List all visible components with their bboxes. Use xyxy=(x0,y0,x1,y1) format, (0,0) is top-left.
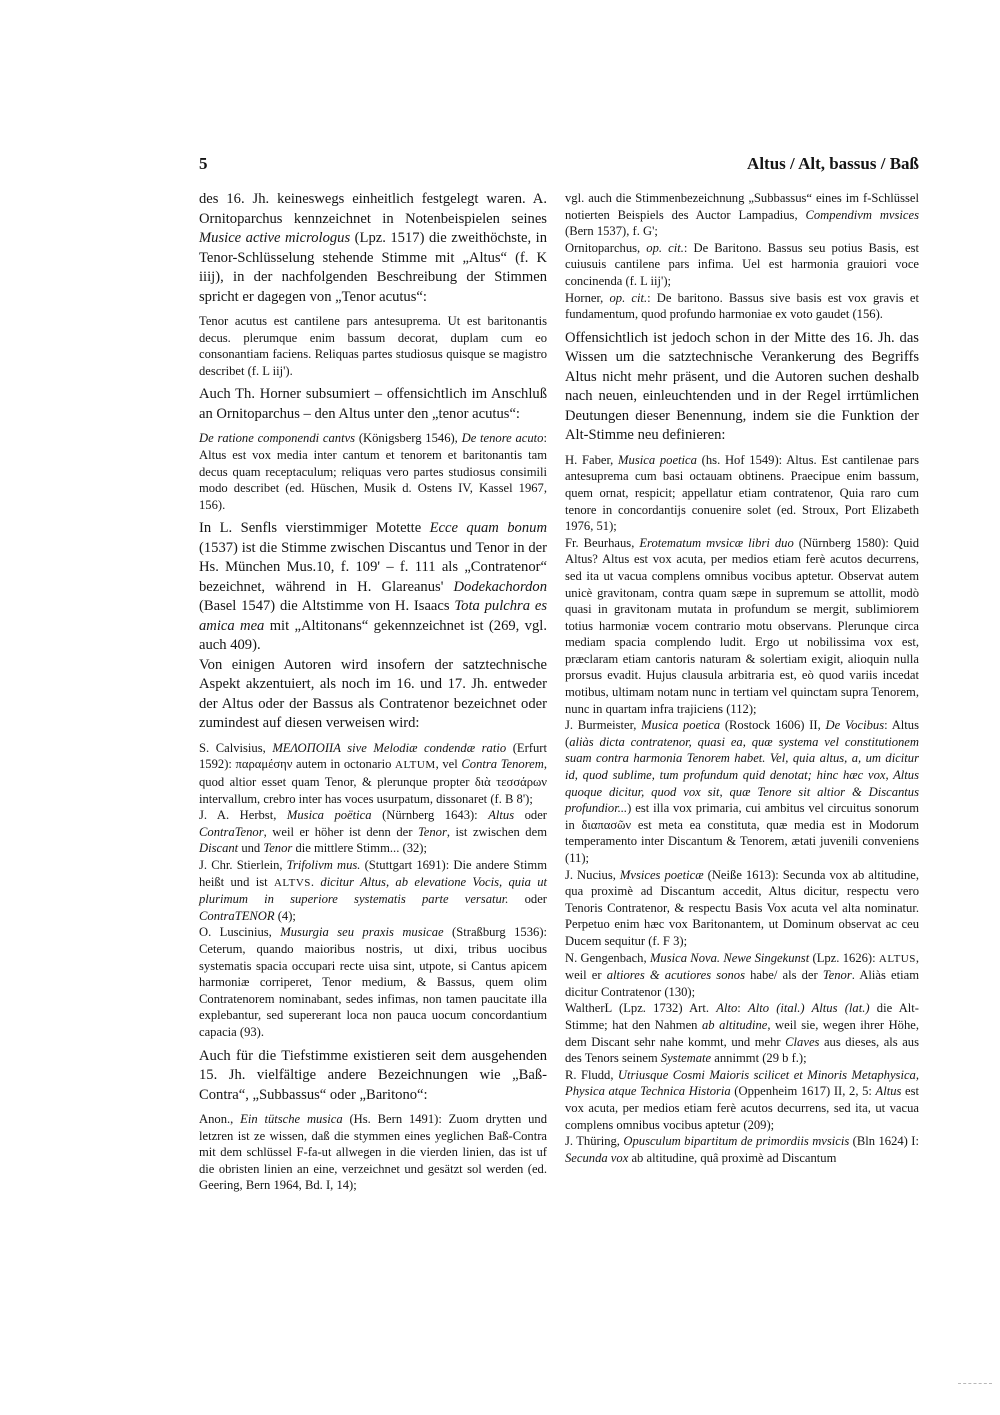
quotation xyxy=(565,190,919,323)
quote-entry: Anon., Ein tütsche musica (Hs. Bern 1491): Zuom drytten und letzren ist ze wissen, daß die stymmen eines yeglichen Baß-Contra mit dem schlüssel F-fa-ut allwegen in die vierden linien, das ist uf die obristen linien an eine, verzeichnet und gesätzt sol werden (ed. Geering, Bern 1964, Bd. I, 14); xyxy=(199,1112,547,1193)
quotation xyxy=(199,430,547,513)
page-number: 5 xyxy=(199,154,208,173)
quotation xyxy=(199,1111,547,1194)
body-paragraph: Auch Th. Horner subsumiert – offensichtlich im Anschluß an Ornitoparchus – den Altus unter den „tenor acutus“: xyxy=(199,386,547,422)
quote-entry: De ratione componendi cantvs (Königsberg 1546), De tenore acuto: Altus est vox media inter cantum et tenorem et baritonantis tam decus quam receptaculum; reliquas vero partes studiosus consimili modo describet (ed. Hüschen, Musik d. Ostens IV, Kassel 1967, 156). xyxy=(199,431,547,512)
quote-entry: vgl. auch die Stimmenbezeichnung „Subbassus“ eines im f-Schlüssel notierten Beispiels des Auctor Lampadius, Compendivm mvsices (Bern 1537), f. G'; xyxy=(565,191,919,239)
quotation xyxy=(199,740,547,1041)
left-column xyxy=(199,190,547,1200)
quote-entry: S. Calvisius, ΜΕΛΟΠΟΙΙΑ sive Melodiæ condendæ ratio (Erfurt 1592): παραμέσην autem in octonario ALTUM, vel Contra Tenorem, quod altior esset quam Tenor, & plerunque propter διὰ τεσσάρων intervallum, crebro inter has voces usurpatum, dissonaret (f. B 8'); xyxy=(199,740,547,806)
quote-entry: J. Chr. Stierlein, Trifolivm mus. (Stuttgart 1691): Die andere Stimm heißt und ist ALTVS. dicitur Altus, ab elevatione Vocis, quia ut plurimum in superiore systematis parte versatur. oder ContraTENOR (4); xyxy=(199,858,548,923)
body-paragraph: Offensichtlich ist jedoch schon in der Mitte des 16. Jh. das Wissen um die satztechnische Verankerung des Begriffs Altus nicht mehr präsent, und die Autoren suchen deshalb nach neuen, einleuchtenden und in der Regel irrtümlichen Deutungen dieser Benennung, indem sie die Funktion der Alt-Stimme neu definieren: xyxy=(565,329,919,444)
quote-entry: O. Luscinius, Musurgia seu praxis musicae (Straßburg 1536): Ceterum, quando maioribus nostris, ut dixi, tribus uocibus systematis spacia occupari recte uisa sint, utpote, si Cantus apicem harmoniæ corriperet, Tenor medium, & Bassus, quem olim Contratenorem nominabant, sedes infimas, non tamen paucitate illa explebantur, sed supererant loca non pauca uocum concordantium capacia (93). xyxy=(199,925,548,1039)
body-paragraph: des 16. Jh. keineswegs einheitlich festgelegt waren. A. Ornitoparchus kennzeichnet in Notenbeispielen seines Musice active micrologus (Lpz. 1517) die zweithöchste, in Tenor-Schlüsselung stehende Stimme mit „Altus“ (f. K iiij), in der nachfolgenden Beschreibung der Stimmen spricht er dagegen von „Tenor acutus“: xyxy=(199,191,547,305)
quote-entry: J. Burmeister, Musica poetica (Rostock 1606) II, De Vocibus: Altus (aliàs dicta contratenor, quasi ea, quæ systema vel constitutionem suam contra harmonia Tenorem habet. Vel, quia altus, a, um dicitur id, quod sublime, tum profundum quid denotat; hinc hæc vox, Altus quoque dicitur, quod vox sit, quæ Tenore sit altior & Discantus profundior...) est illa vox primaria, cui ambitus vel circuitus sonorum in διαπασῶν est meta ea constituta, quæ media est in Modorum temperamento inter Discantum & Tenorem, ætati juvenili conveniens (11); xyxy=(565,718,919,865)
running-head: Altus / Alt, bassus / Baß xyxy=(747,154,919,173)
quote-entry: Tenor acutus est cantilene pars antesuprema. Ut est baritonantis decus. plerumque enim bassum decorat, duplam cum eo consonantiam faciens. Reliquas partes studiosus quisque se magistro describet (f. L iij'). xyxy=(199,314,547,378)
quote-entry: Fr. Beurhaus, Erotematum mvsicæ libri duo (Nürnberg 1580): Quid Altus? Altus est vox acuta, per medios etiam ferè acutos decurrens, sed ita ut vacua complens omnibus vocibus aptetur. Observat autem unicè gravitonam, contra quam sæpe in supremum se attollit, modò quasi in gravitonam mutata in profundum se mergit, sublimiorem totius harmoniæ vocem contrario motu observans. Plerunque circa mediam spacia complendo ludit. Ergo ut nobilissima vox est, præclaram etiam cantoris naturam & solertiam exigit, alioquin nulla prorsus evadit. Hujus clausula arbitraria est, eò quod variis incedat motibus, ultimam notam nunc in tertiam vel quinctam supra Tenorem, nunc in quartam infra trajiciens (112); xyxy=(565,535,919,716)
quote-entry: Horner, op. cit.: De baritono. Bassus sive basis est vox gravis et fundamentum, quod profundo harmoniae ex voto gaudet (156). xyxy=(565,290,919,322)
quote-entry: R. Fludd, Utriusque Cosmi Maioris scilicet et Minoris Metaphysica, Physica atque Technica Historia (Oppenheim 1617) II, 2, 5: Altus est vox acuta, per medios etiam ferè acutos decurrens, sed ita, ut vacua complens omnibus vocibus aptetur (209); xyxy=(565,1067,919,1132)
quote-entry: Ornitoparchus, op. cit.: De Baritono. Bassus seu potius Basis, est cuiusuis cantilene pars infima. Uel est harmonia grauiori voce concinenda (f. L iij'); xyxy=(565,240,919,288)
quote-entry: N. Gengenbach, Musica Nova. Newe Singekunst (Lpz. 1626): ALTUS, weil er altiores & acutiores sonos habe/ als der Tenor. Aliàs etiam dicitur Contratenor (130); xyxy=(565,950,920,999)
right-column xyxy=(565,190,919,1172)
page-header xyxy=(199,154,919,180)
quote-entry: J. A. Herbst, Musica poëtica (Nürnberg 1643): Altus oder ContraTenor, weil er höher ist denn der Tenor, ist zwischen dem Discant und Tenor die mittlere Stimm... (32); xyxy=(199,808,547,856)
quote-entry: J. Nucius, Mvsices poeticæ (Neiße 1613): Secunda vox ab altitudine, qua proximè ad Discantum accedit, Altus dicitur, respectu vero Tenoris Contratenor, & respectu Basis Vox acuta vel alta nominatur. Perpetuo enim hæc vox Baritonantem, ut Dominum observat ac ceu Ducem sequitur (f. F 3); xyxy=(565,867,919,948)
quotation xyxy=(565,452,919,1167)
quote-entry: WaltherL (Lpz. 1732) Art. Alto: Alto (ital.) Altus (lat.) die Alt-Stimme; hat den Nahmen ab altitudine, weil sie, wegen ihrer Höhe, dem Discant sehr nahe kommt, und mehr Claves aus dieses, als aus des Tenors seinem Systemate annimmt (29 b f.); xyxy=(565,1001,920,1066)
quotation xyxy=(199,313,547,379)
body-paragraph: Von einigen Autoren wird insofern der satztechnische Aspekt akzentuiert, als noch im 16. und 17. Jh. entweder der Altus oder der Bassus als Contratenor bezeichnet oder zumindest auf diesen verweisen wird: xyxy=(199,656,547,732)
quote-entry: J. Thüring, Opusculum bipartitum de primordiis mvsicis (Bln 1624) I: Secunda vox ab altitudine, quâ proximè ad Discantum xyxy=(565,1134,919,1165)
scan-artifact xyxy=(958,1383,992,1385)
quote-entry: H. Faber, Musica poetica (hs. Hof 1549): Altus. Est cantilenae pars antesuprema cum basi octauam obtinens. Praecipue enim bassum, quem ornat, respicit; appellatur etiam contratenor, Quia raro cum tenore in concordantijs conuenire solet (ed. Stroux, Port Elizabeth 1976, 51); xyxy=(565,452,919,534)
body-paragraph: In L. Senfls vierstimmiger Motette Ecce quam bonum (1537) ist die Stimme zwischen Discantus und Tenor in der Hs. München Mus.10, f. 109' – f. 111 als „Contratenor“ bezeichnet, während in H. Glareanus' Dodekachordon (Basel 1547) die Altstimme von H. Isaacs Tota pulchra es amica mea mit „Altitonans“ gekennzeichnet ist (269, vgl. auch 409). xyxy=(199,520,547,654)
body-paragraph: Auch für die Tiefstimme existieren seit dem ausgehenden 15. Jh. vielfältige andere Bezeichnungen wie „Baß-Contra“, „Subbassus“ oder „Baritono“: xyxy=(199,1047,547,1103)
